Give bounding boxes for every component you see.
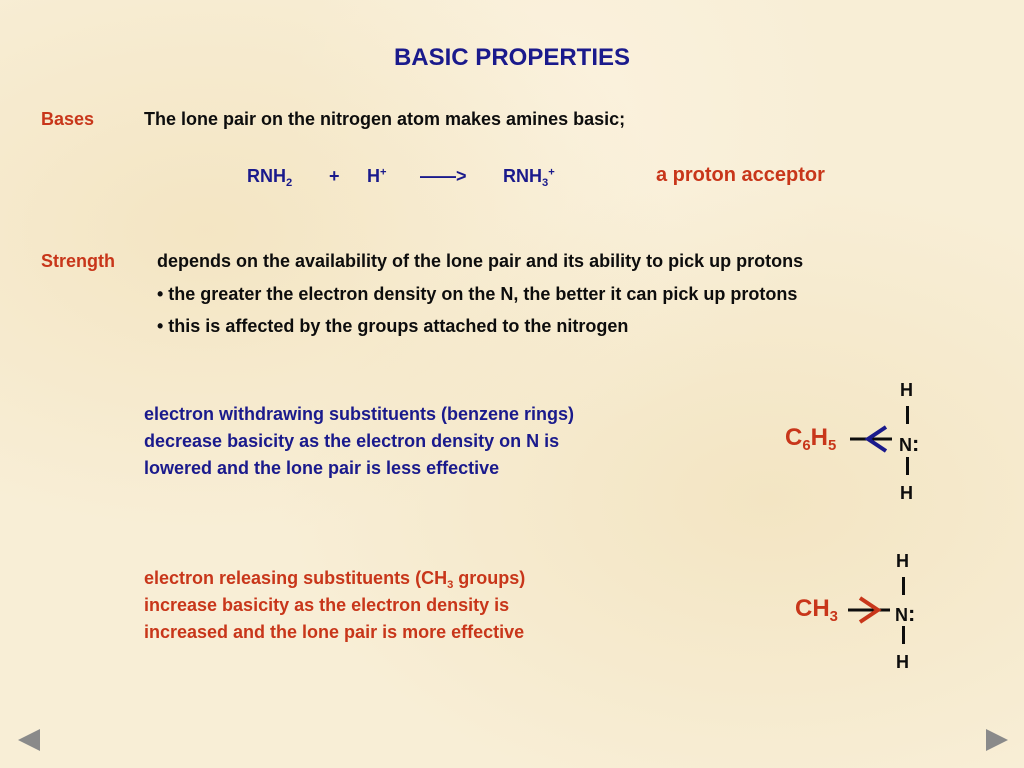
structure-nitrogen: N:	[895, 601, 916, 626]
strength-bullet: • the greater the electron density on the N, the better it can pick up protons	[157, 284, 798, 304]
structure-hydrogen: H	[896, 652, 909, 672]
proton-acceptor-note: a proton acceptor	[656, 164, 825, 186]
structure-hydrogen: H	[900, 380, 913, 400]
structure-bond	[902, 626, 905, 644]
strength-bullet: • this is affected by the groups attached to the nitrogen	[157, 316, 629, 336]
paragraph-line: increased and the lone pair is more effective	[144, 622, 525, 642]
bases-text: The lone pair on the nitrogen atom makes amines basic;	[144, 109, 626, 129]
paragraph-line: electron withdrawing substituents (benzene rings)	[144, 404, 575, 424]
page-title: BASIC PROPERTIES	[393, 44, 631, 71]
paragraph-line: lowered and the lone pair is less effective	[144, 458, 500, 478]
structure-hydrogen: H	[900, 483, 913, 503]
triangle-left-icon[interactable]	[18, 729, 40, 751]
paragraph-line: increase basicity as the electron density is	[144, 595, 510, 615]
structure-bond	[906, 457, 909, 475]
structure-nitrogen: N:	[899, 431, 920, 456]
electron-withdrawing-arrow-icon	[848, 424, 898, 454]
structure-bond	[902, 577, 905, 595]
methyl-group: $CH_3$	[795, 595, 838, 626]
structure-hydrogen: H	[896, 551, 909, 571]
paragraph-line: decrease basicity as the electron density on N is	[144, 431, 560, 451]
strength-label: Strength	[41, 251, 115, 271]
releasing-paragraph	[144, 565, 525, 646]
equation-arrow: ——>	[420, 166, 467, 186]
structure-bond	[906, 406, 909, 424]
electron-releasing-arrow-icon	[846, 595, 894, 625]
bases-label: Bases	[41, 109, 95, 129]
triangle-right-icon[interactable]	[986, 729, 1008, 751]
equation-reactant-proton: H+	[367, 166, 387, 186]
strength-text: depends on the availability of the lone pair and its ability to pick up protons	[157, 251, 804, 271]
equation-reactant-amine: $RNH_2$	[247, 166, 293, 189]
equation-plus: +	[329, 166, 340, 186]
equation-product: $RNH_3^+$	[503, 166, 555, 189]
paragraph-line: electron releasing substituents ($CH_3$ groups)	[144, 568, 526, 591]
withdrawing-paragraph	[144, 401, 574, 482]
phenyl-group: $C_6H_5$	[785, 424, 837, 455]
